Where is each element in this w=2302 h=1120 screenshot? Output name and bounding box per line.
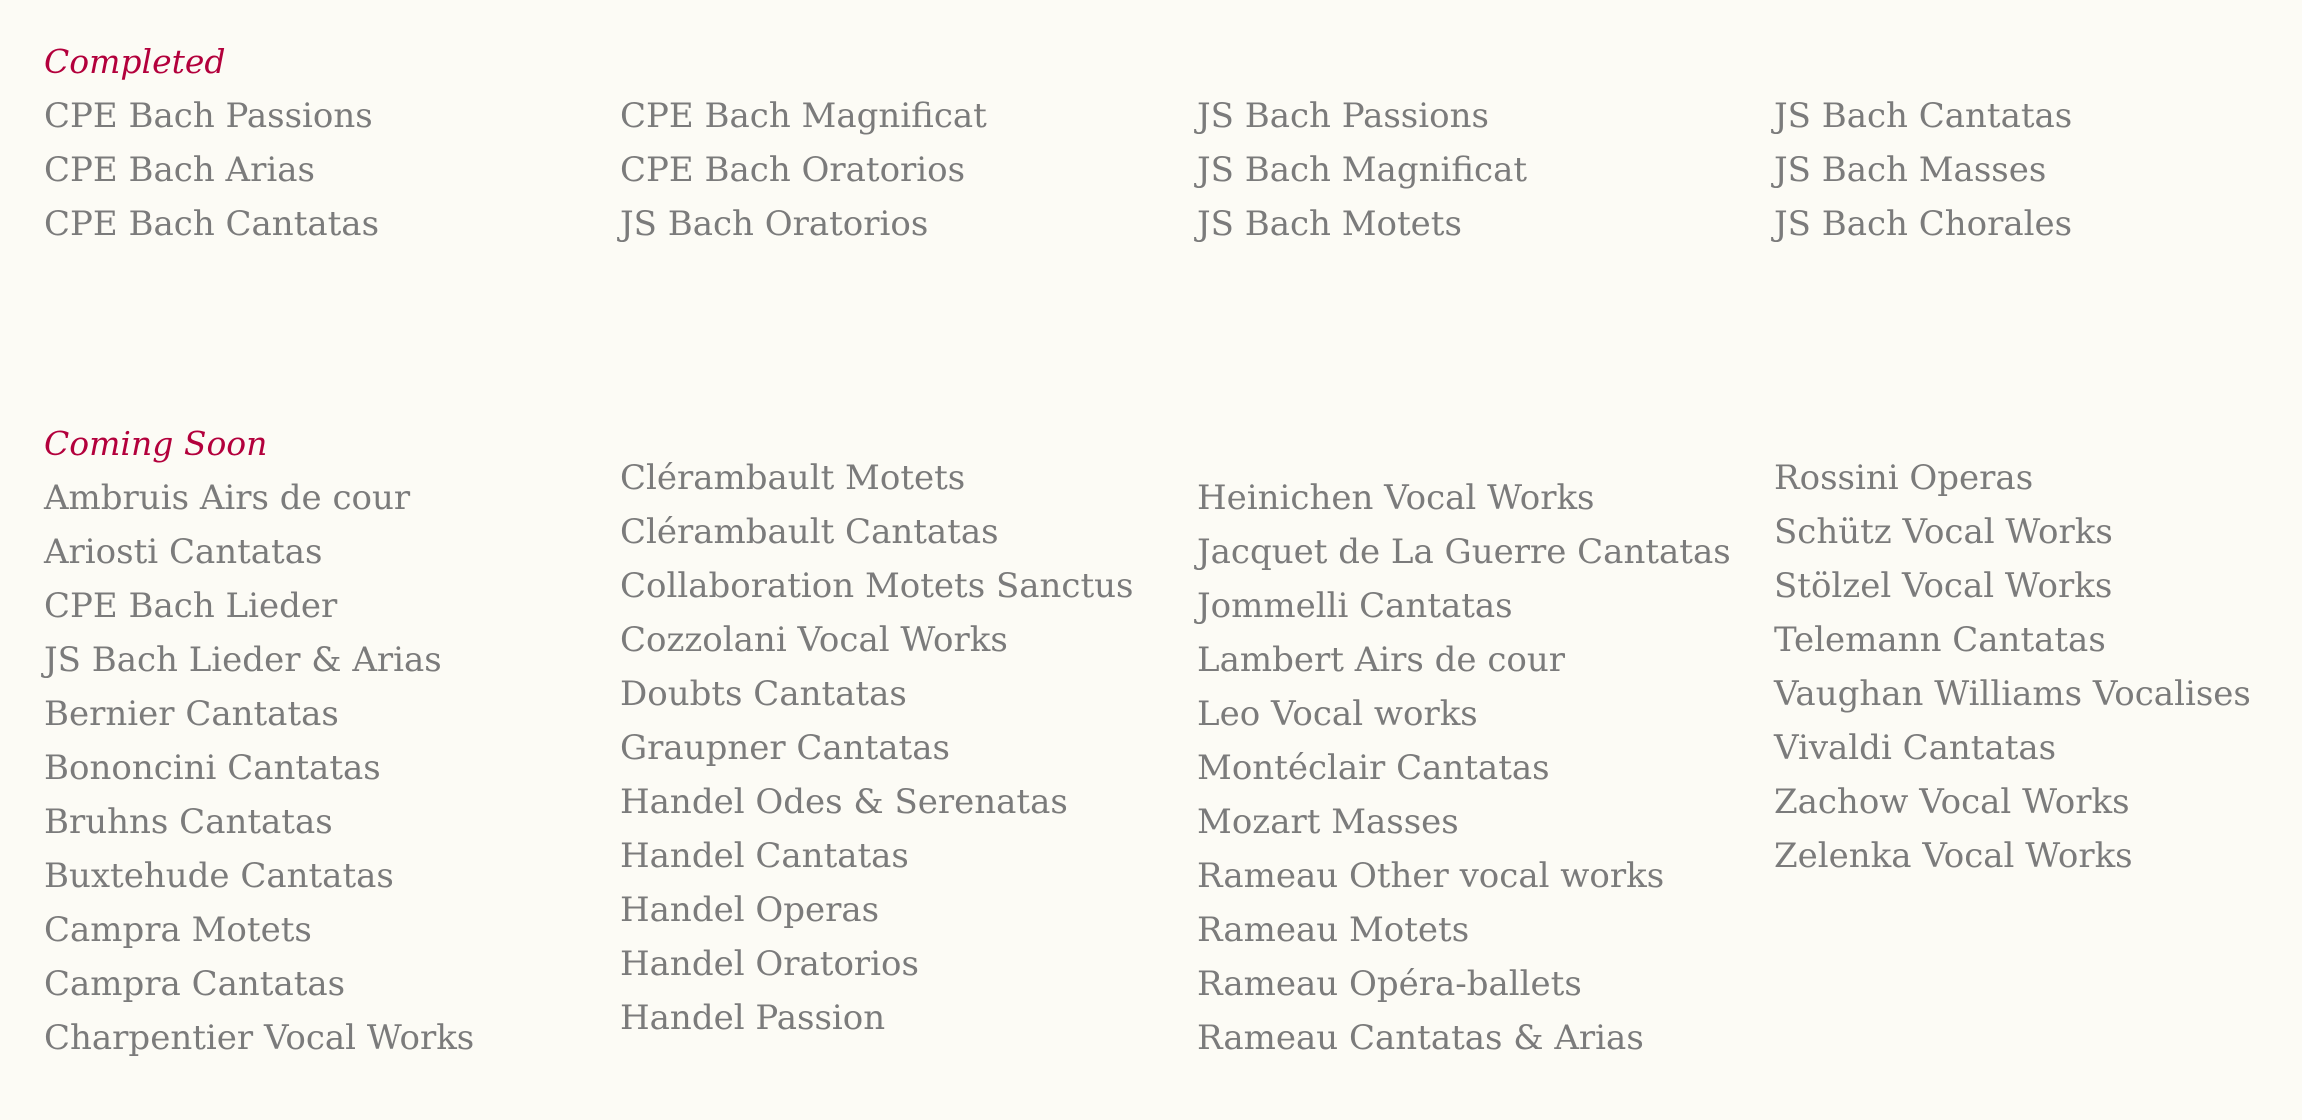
list-item[interactable]: Ariosti Cantatas bbox=[44, 532, 323, 572]
list-item[interactable]: Charpentier Vocal Works bbox=[44, 1018, 475, 1058]
list-item[interactable]: Telemann Cantatas bbox=[1774, 620, 2106, 660]
completed-column-2 bbox=[620, 89, 987, 251]
list-item[interactable]: Bononcini Cantatas bbox=[44, 748, 381, 788]
completed-column-3 bbox=[1197, 89, 1527, 251]
list-item[interactable]: JS Bach Passions bbox=[1197, 96, 1489, 136]
list-item[interactable]: Heinichen Vocal Works bbox=[1197, 478, 1595, 518]
list-item[interactable]: JS Bach Chorales bbox=[1774, 204, 2073, 244]
list-item[interactable]: Jacquet de La Guerre Cantatas bbox=[1197, 532, 1731, 572]
list-item[interactable]: Graupner Cantatas bbox=[620, 728, 950, 768]
list-item[interactable]: CPE Bach Oratorios bbox=[620, 150, 966, 190]
list-item[interactable]: Montéclair Cantatas bbox=[1197, 748, 1550, 788]
list-item[interactable]: Ambruis Airs de cour bbox=[44, 478, 411, 518]
list-item[interactable]: Vivaldi Cantatas bbox=[1774, 728, 2057, 768]
list-item[interactable]: Vaughan Williams Vocalises bbox=[1774, 674, 2251, 714]
list-item[interactable]: Rameau Cantatas & Arias bbox=[1197, 1018, 1644, 1058]
coming-soon-column-2 bbox=[620, 451, 1133, 1045]
list-item[interactable]: CPE Bach Magnificat bbox=[620, 96, 987, 136]
completed-heading: Completed bbox=[44, 42, 226, 81]
list-item[interactable]: Campra Cantatas bbox=[44, 964, 346, 1004]
list-item[interactable]: Rameau Opéra-ballets bbox=[1197, 964, 1582, 1004]
list-item[interactable]: Handel Oratorios bbox=[620, 944, 919, 984]
list-item[interactable]: Bruhns Cantatas bbox=[44, 802, 333, 842]
list-item[interactable]: Handel Operas bbox=[620, 890, 880, 930]
list-item[interactable]: Jommelli Cantatas bbox=[1197, 586, 1513, 626]
list-item[interactable]: Leo Vocal works bbox=[1197, 694, 1478, 734]
list-item[interactable]: Clérambault Cantatas bbox=[620, 512, 999, 552]
list-item[interactable]: Rossini Operas bbox=[1774, 458, 2034, 498]
completed-column-4 bbox=[1774, 89, 2072, 251]
list-item[interactable]: JS Bach Motets bbox=[1197, 204, 1462, 244]
list-item[interactable]: CPE Bach Passions bbox=[44, 96, 373, 136]
list-item[interactable]: Buxtehude Cantatas bbox=[44, 856, 394, 896]
list-item[interactable]: Rameau Motets bbox=[1197, 910, 1470, 950]
list-item[interactable]: Stölzel Vocal Works bbox=[1774, 566, 2113, 606]
list-item[interactable]: JS Bach Lieder & Arias bbox=[44, 640, 442, 680]
coming-soon-column-3 bbox=[1197, 471, 1731, 1065]
list-item[interactable]: JS Bach Cantatas bbox=[1774, 96, 2073, 136]
coming-soon-column-1 bbox=[44, 471, 474, 1065]
list-item[interactable]: Bernier Cantatas bbox=[44, 694, 339, 734]
coming-soon-column-4 bbox=[1774, 451, 2251, 883]
completed-column-1 bbox=[44, 89, 379, 251]
list-item[interactable]: Mozart Masses bbox=[1197, 802, 1459, 842]
coming-soon-heading: Coming Soon bbox=[44, 424, 268, 463]
list-item[interactable]: Zachow Vocal Works bbox=[1774, 782, 2130, 822]
list-item[interactable]: JS Bach Magnificat bbox=[1197, 150, 1528, 190]
list-item[interactable]: CPE Bach Arias bbox=[44, 150, 315, 190]
list-item[interactable]: Schütz Vocal Works bbox=[1774, 512, 2113, 552]
list-item[interactable]: Handel Passion bbox=[620, 998, 886, 1038]
list-item[interactable]: Clérambault Motets bbox=[620, 458, 966, 498]
list-item[interactable]: Rameau Other vocal works bbox=[1197, 856, 1665, 896]
list-item[interactable]: JS Bach Oratorios bbox=[620, 204, 929, 244]
list-item[interactable]: CPE Bach Lieder bbox=[44, 586, 338, 626]
list-item[interactable]: Lambert Airs de cour bbox=[1197, 640, 1565, 680]
list-item[interactable]: Zelenka Vocal Works bbox=[1774, 836, 2133, 876]
list-item[interactable]: Collaboration Motets Sanctus bbox=[620, 566, 1134, 606]
list-item[interactable]: Handel Cantatas bbox=[620, 836, 909, 876]
list-item[interactable]: Doubts Cantatas bbox=[620, 674, 907, 714]
list-item[interactable]: Handel Odes & Serenatas bbox=[620, 782, 1068, 822]
list-item[interactable]: JS Bach Masses bbox=[1774, 150, 2047, 190]
list-item[interactable]: CPE Bach Cantatas bbox=[44, 204, 380, 244]
list-item[interactable]: Campra Motets bbox=[44, 910, 312, 950]
list-item[interactable]: Cozzolani Vocal Works bbox=[620, 620, 1008, 660]
